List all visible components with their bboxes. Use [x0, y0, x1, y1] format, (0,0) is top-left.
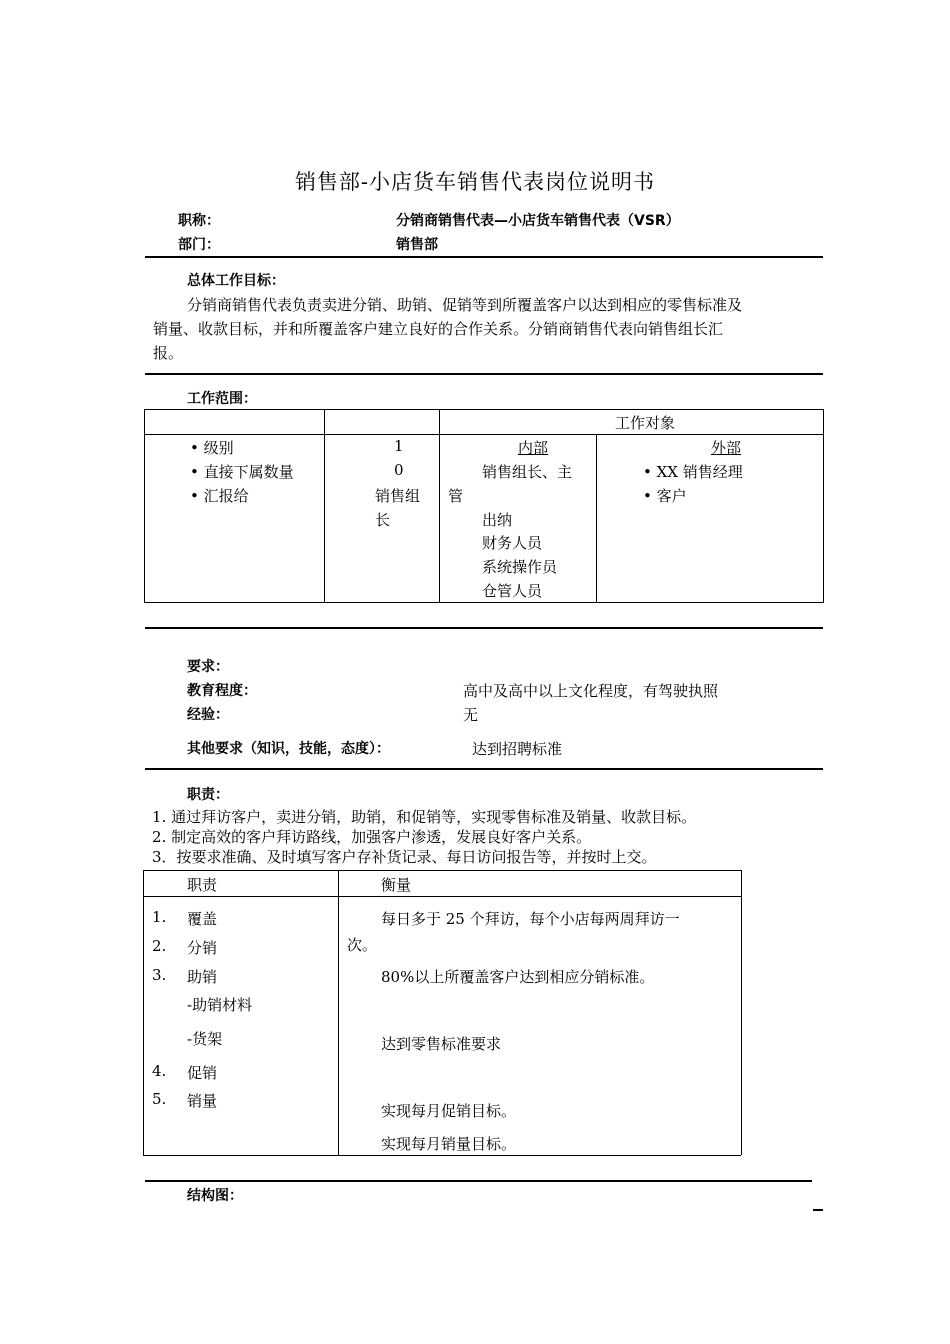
duty-name: 分销: [187, 939, 218, 957]
duty-number: 5.: [152, 1090, 167, 1108]
duty-number: 1.: [152, 908, 167, 926]
goal-line: 销量、收款目标，并和所覆盖客户建立良好的合作关系。分销商销售代表向销售组长汇: [153, 320, 724, 338]
duty-item: 2. 制定高效的客户拜访路线，加强客户渗透，发展良好客户关系。: [152, 828, 592, 846]
external-header: 外部: [711, 439, 742, 457]
internal-item: 系统操作员: [482, 558, 558, 576]
structure-heading: 结构图：: [187, 1188, 243, 1204]
duty-name: 助销: [187, 968, 218, 986]
education-label: 教育程度：: [187, 683, 257, 699]
divider: [145, 256, 823, 258]
measure-col-header: 衡量: [381, 876, 412, 894]
goal-line: 报。: [153, 344, 184, 362]
scope-label: • 汇报给: [190, 487, 249, 505]
divider: [145, 627, 823, 629]
other-requirements-value: 达到招聘标准: [472, 740, 563, 758]
duty-number: 4.: [152, 1062, 167, 1080]
internal-item: 销售组长、主: [482, 463, 573, 481]
internal-item: 仓管人员: [482, 582, 543, 600]
page-mark: [813, 1209, 823, 1211]
internal-header: 内部: [518, 439, 549, 457]
experience-value: 无: [463, 706, 479, 724]
measure-text: 实现每月促销目标。: [381, 1102, 517, 1120]
duty-number: 3.: [152, 966, 167, 984]
duty-name: 销量: [187, 1092, 218, 1110]
job-title-label: 职称：: [178, 213, 220, 229]
work-objects-header: 工作对象: [615, 414, 676, 432]
measure-text: 80%以上所覆盖客户达到相应分销标准。: [381, 968, 655, 986]
requirements-heading: 要求：: [187, 659, 229, 675]
scope-value: 长: [375, 511, 391, 529]
department-value: 销售部: [396, 237, 438, 253]
divider: [145, 768, 823, 770]
experience-label: 经验：: [187, 707, 229, 723]
duty-subitem: -助销材料: [187, 996, 253, 1014]
scope-label: • 级别: [190, 439, 234, 457]
divider: [145, 1180, 812, 1182]
external-item: • XX 销售经理: [643, 463, 743, 481]
measure-text: 次。: [347, 936, 378, 954]
duty-name: 覆盖: [187, 910, 218, 928]
duty-item: 1. 通过拜访客户，卖进分销，助销，和促销等，实现零售标准及销量、收款目标。: [152, 808, 697, 826]
scope-value: 1: [394, 437, 404, 455]
scope-value: 0: [394, 461, 404, 479]
divider: [145, 373, 823, 375]
duties-heading: 职责：: [187, 787, 229, 803]
goal-line: 分销商销售代表负责卖进分销、助销、促销等到所覆盖客户以达到相应的零售标准及: [187, 296, 743, 314]
scope-label: • 直接下属数量: [190, 463, 294, 481]
job-title-value: 分销商销售代表—小店货车销售代表（VSR）: [396, 213, 680, 229]
scope-heading: 工作范围：: [187, 391, 257, 407]
other-requirements-label: 其他要求（知识，技能，态度）：: [187, 741, 390, 757]
education-value: 高中及高中以上文化程度，有驾驶执照: [463, 682, 719, 700]
external-item: • 客户: [643, 487, 687, 505]
duty-name: 促销: [187, 1064, 218, 1082]
duty-subitem: -货架: [187, 1030, 223, 1048]
measure-text: 达到零售标准要求: [381, 1035, 502, 1053]
internal-item: 管: [448, 487, 464, 505]
duty-item: 3．按要求准确、及时填写客户存补货记录、每日访问报告等，并按时上交。: [152, 848, 657, 866]
document-title: 销售部-小店货车销售代表岗位说明书: [294, 170, 656, 194]
internal-item: 出纳: [482, 511, 513, 529]
duty-col-header: 职责: [187, 876, 218, 894]
measure-text: 实现每月销量目标。: [381, 1135, 517, 1153]
department-label: 部门：: [178, 237, 220, 253]
duty-number: 2.: [152, 937, 167, 955]
scope-value: 销售组: [375, 487, 421, 505]
measure-text: 每日多于 25 个拜访，每个小店每两周拜访一: [381, 910, 680, 928]
goal-heading: 总体工作目标：: [187, 273, 285, 289]
internal-item: 财务人员: [482, 534, 543, 552]
